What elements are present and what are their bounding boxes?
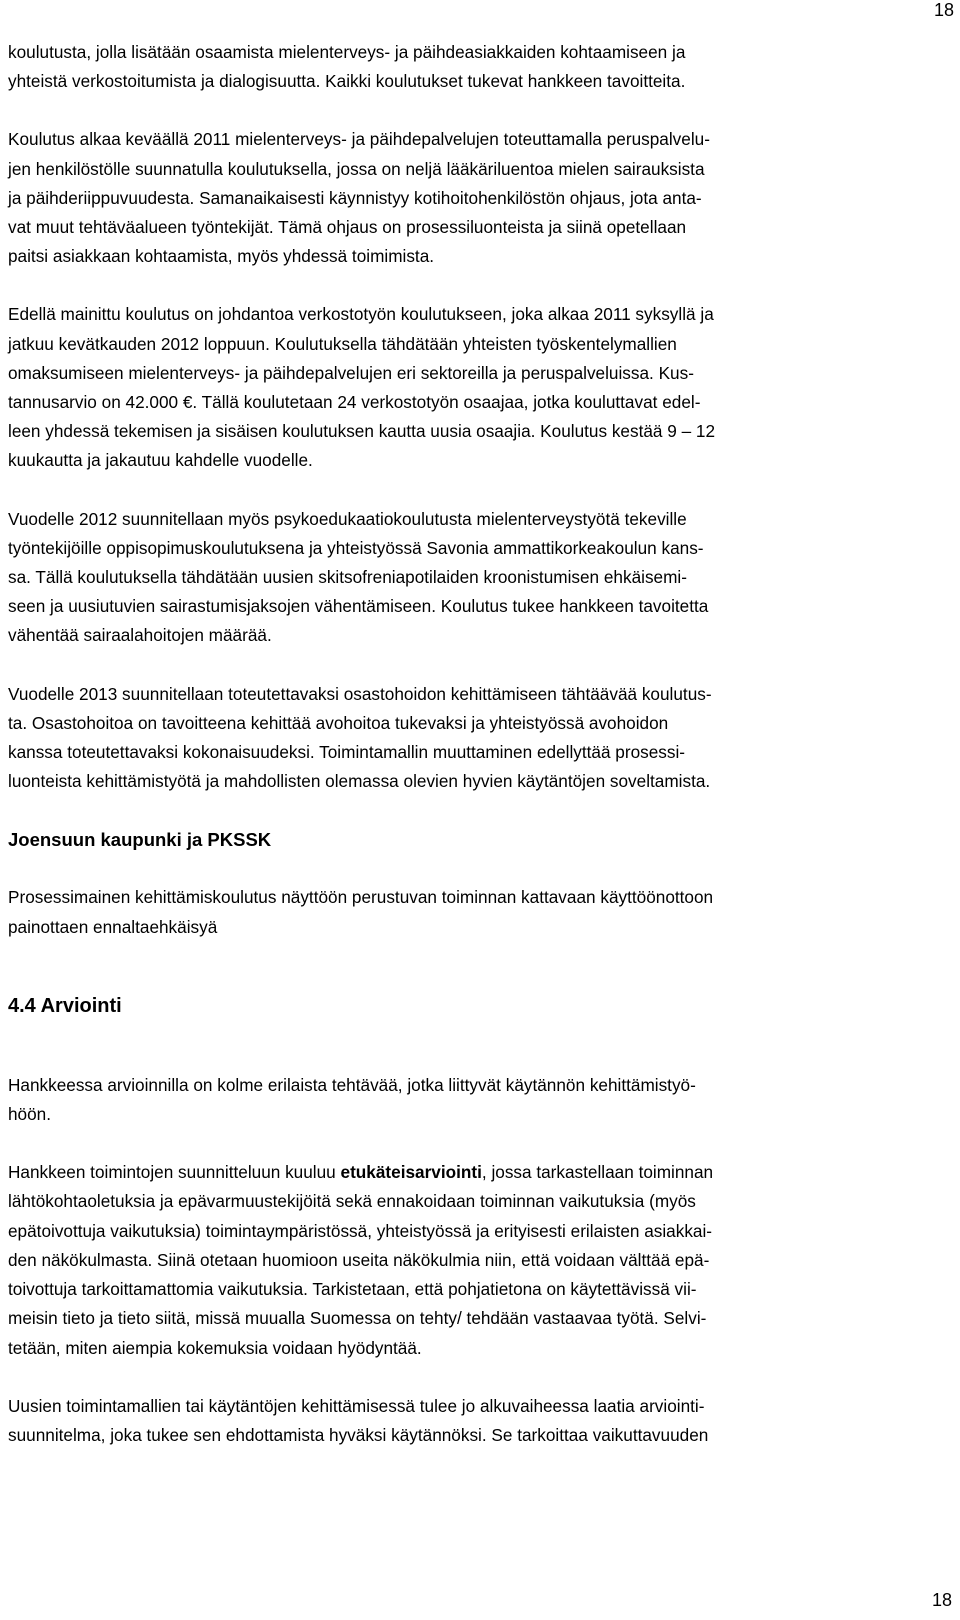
page-number-top: 18 bbox=[933, 0, 954, 20]
text-line: den näkökulmasta. Siinä otetaan huomioon useita näkökulmia niin, että voidaan välttää epä- bbox=[8, 1249, 710, 1270]
text-line: koulutusta, jolla lisätään osaamista mielenterveys- ja päihdeasiakkaiden kohtaamiseen ja bbox=[8, 42, 686, 62]
text-line: höön. bbox=[8, 1104, 52, 1125]
text-line bbox=[8, 1158, 926, 1187]
text-line: Hankkeessa arvioinnilla on kolme erilaista tehtävää, jotka liittyvät käytännön kehittämistyö- bbox=[8, 1074, 696, 1095]
text-line: Koulutus alkaa keväällä 2011 mielenterveys- ja päihdepalvelujen toteuttamalla peruspalvelu- bbox=[8, 129, 710, 150]
text-line: Edellä mainittu koulutus on johdantoa verkostotyön koulutukseen, joka alkaa 2011 syksyllä ja bbox=[8, 304, 714, 325]
text-line: sa. Tällä koulutuksella tähdätään uusien skitsofreniapotilaiden kroonistumisen ehkäisemi- bbox=[8, 567, 687, 588]
text-line: suunnitelma, joka tukee sen ehdottamista hyväksi käytännöksi. Se tarkoittaa vaikuttavuuden bbox=[8, 1424, 709, 1445]
section-heading: 4.4 Arviointi bbox=[8, 994, 122, 1017]
text-line: kuukautta ja jakautuu kahdelle vuodelle. bbox=[8, 450, 313, 471]
text-line: painottaen ennaltaehkäisyä bbox=[8, 916, 218, 937]
bold-term: etukäteisarviointi bbox=[340, 1162, 482, 1183]
paragraph-6 bbox=[8, 883, 926, 941]
text-line: ta. Osastohoitoa on tavoitteena kehittää avohoitoa tukevaksi ja yhteistyössä avohoidon bbox=[8, 712, 669, 733]
page-number-bottom: 18 bbox=[931, 1590, 952, 1610]
paragraph-9 bbox=[8, 1392, 926, 1450]
text-line: luonteista kehittämistyötä ja mahdollisten olemassa olevien hyvien käytäntöjen soveltamista. bbox=[8, 771, 711, 792]
text-line: Uusien toimintamallien tai käytäntöjen kehittämisessä tulee jo alkuvaiheessa laatia arviointi- bbox=[8, 1395, 705, 1416]
document-body bbox=[8, 38, 926, 1450]
paragraph-2 bbox=[8, 125, 926, 271]
text-line: leen yhdessä tekemisen ja sisäisen koulutuksen kautta uusia osaajia. Koulutus kestää 9 – 12 bbox=[8, 421, 716, 442]
paragraph-3 bbox=[8, 300, 926, 475]
text-line: jatkuu kevätkauden 2012 loppuun. Koulutuksella tähdätään yhteisten työskentelymallien bbox=[8, 333, 677, 354]
paragraph-5 bbox=[8, 680, 926, 797]
subheading-joensuu: Joensuun kaupunki ja PKSSK bbox=[8, 829, 272, 851]
text-line: jen henkilöstölle suunnatulla koulutuksella, jossa on neljä lääkäriluentoa mielen sairauksista bbox=[8, 158, 705, 179]
text-line: lähtökohtaoletuksia ja epävarmuustekijöitä sekä ennakoidaan toiminnan vaikutuksia (myös bbox=[8, 1191, 696, 1212]
text-line: yhteistä verkostoitumista ja dialogisuutta. Kaikki koulutukset tukevat hankkeen tavoitteita. bbox=[8, 71, 686, 92]
text-line: vat muut tehtäväalueen työntekijät. Tämä ohjaus on prosessiluonteista ja siinä opetellaan bbox=[8, 217, 687, 238]
text-line: ja päihderiippuvuudesta. Samanaikaisesti käynnistyy kotihoitohenkilöstön ohjaus, jota anta- bbox=[8, 187, 702, 208]
paragraph-1 bbox=[8, 38, 926, 96]
text-line: toivottuja tarkoittamattomia vaikutuksia. Tarkistetaan, että pohjatietona on käytettävissä vii- bbox=[8, 1279, 697, 1300]
text-line: epätoivottuja vaikutuksia) toimintaympäristössä, yhteistyössä ja erityisesti erilaisten asiakkai- bbox=[8, 1220, 713, 1241]
text-line: paitsi asiakkaan kohtaamista, myös yhdessä toimimista. bbox=[8, 246, 435, 267]
text-line: tetään, miten aiempia kokemuksia voidaan hyödyntää. bbox=[8, 1337, 422, 1358]
text-line: seen ja uusiutuvien sairastumisjaksojen vähentämiseen. Koulutus tukee hankkeen tavoitetta bbox=[8, 596, 709, 617]
text-span: Hankkeen toimintojen suunnitteluun kuuluu bbox=[8, 1162, 341, 1183]
paragraph-8 bbox=[8, 1158, 926, 1362]
paragraph-7 bbox=[8, 1071, 926, 1129]
text-line: Prosessimainen kehittämiskoulutus näyttöön perustuvan toiminnan kattavaan käyttöönottoon bbox=[8, 887, 714, 908]
text-line: vähentää sairaalahoitojen määrää. bbox=[8, 625, 272, 646]
text-line: kanssa toteutettavaksi kokonaisuudeksi. Toimintamallin muuttaminen edellyttää prosessi- bbox=[8, 742, 686, 763]
text-line: Vuodelle 2013 suunnitellaan toteutettavaksi osastohoidon kehittämiseen tähtäävää koulutus- bbox=[8, 683, 712, 704]
text-line: Vuodelle 2012 suunnitellaan myös psykoedukaatiokoulutusta mielenterveystyötä tekeville bbox=[8, 508, 687, 529]
text-span: , jossa tarkastellaan toiminnan bbox=[481, 1162, 714, 1183]
text-line: tannusarvio on 42.000 €. Tällä koulutetaan 24 verkostotyön osaajaa, jotka kouluttavat edel- bbox=[8, 392, 701, 413]
text-line: meisin tieto ja tieto siitä, missä muualla Suomessa on tehty/ tehdään vastaavaa työtä. Selvi- bbox=[8, 1308, 707, 1329]
text-line: omaksumiseen mielenterveys- ja päihdepalvelujen eri sektoreilla ja peruspalveluissa. Kus- bbox=[8, 362, 694, 383]
paragraph-4 bbox=[8, 505, 926, 651]
text-line: työntekijöille oppisopimuskoulutuksena ja yhteistyössä Savonia ammattikorkeakoulun kans- bbox=[8, 537, 704, 558]
